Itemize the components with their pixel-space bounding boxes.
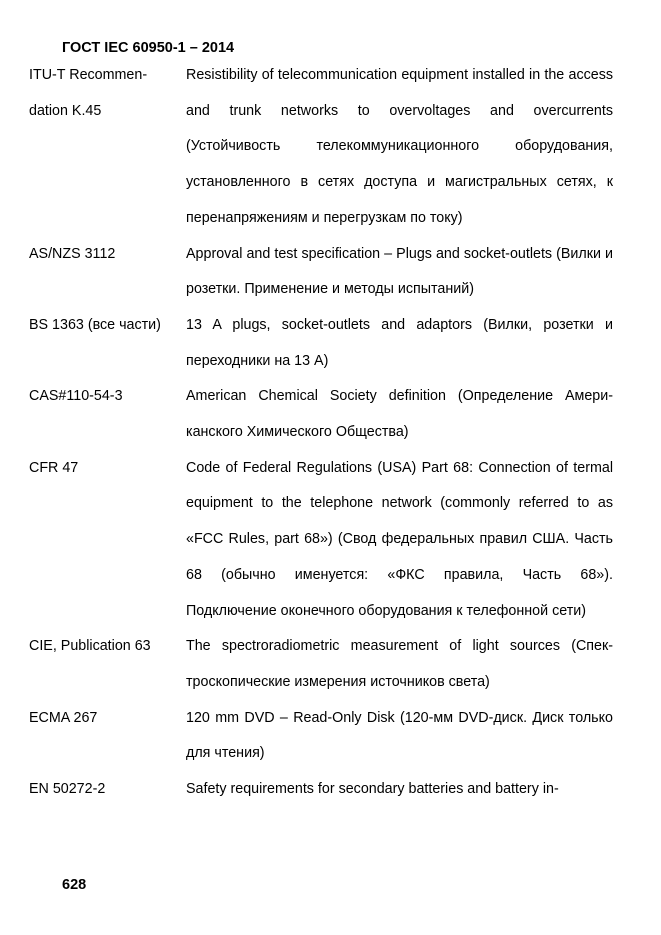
- reference-entry: [29, 58, 613, 237]
- reference-description: 13 A plugs, socket-outlets and adaptors (Вилки, розетки и переходники на 13 А): [186, 316, 613, 369]
- reference-description: American Chemical Society definition (Определение Американского Химического Общества): [186, 388, 613, 441]
- reference-description: Code of Federal Regulations (USA) Part 68: Connection of termal equipment to the telephone network (commonly referred to as «FCC Rules, part 68») (Свод федеральных правил США. Часть 68 (обычно именуется: «ФКС правила, Часть 68»). Подключение оконечного оборудования к телефонной сети): [186, 459, 613, 619]
- reference-entry: [29, 308, 613, 379]
- reference-entry: [29, 629, 613, 700]
- reference-description: Safety requirements for secondary batteries and battery in-: [186, 781, 559, 798]
- references-list: [29, 58, 613, 808]
- reference-entry: [29, 701, 613, 772]
- reference-code: CFR 47: [29, 459, 79, 476]
- document-header: ГОСТ IEC 60950-1 – 2014: [62, 40, 235, 56]
- reference-description: 120 mm DVD – Read-Only Disk (120-мм DVD-диск. Диск только для чтения): [186, 709, 613, 762]
- reference-code: ECMA 267: [29, 709, 98, 726]
- reference-description: Resistibility of telecommunication equipment installed in the access and trunk networks to overvoltages and overcurrents (Устойчивость телекоммуникационного оборудования, установленного в сетях доступа и магистральных сетях, к перенапряжениям и перегрузкам по току): [186, 67, 613, 226]
- reference-entry: [29, 772, 613, 808]
- reference-code: AS/NZS 3112: [29, 245, 116, 262]
- page-number: 628: [62, 877, 87, 893]
- reference-description: Approval and test specification – Plugs and socket-outlets (Вилки и розетки. Применение и методы испытаний): [186, 245, 613, 298]
- reference-code: ITU-T Recommen- dation K.45: [29, 67, 148, 119]
- reference-code: CAS#110-54-3: [29, 388, 123, 405]
- reference-code: EN 50272-2: [29, 781, 106, 798]
- reference-entry: [29, 451, 613, 630]
- reference-entry: [29, 379, 613, 450]
- reference-code: BS 1363 (все части): [29, 316, 161, 333]
- reference-code: CIE, Publication 63: [29, 638, 151, 655]
- reference-entry: [29, 237, 613, 308]
- reference-description: The spectroradiometric measurement of light sources (Спектроскопические измерения источников света): [186, 638, 613, 690]
